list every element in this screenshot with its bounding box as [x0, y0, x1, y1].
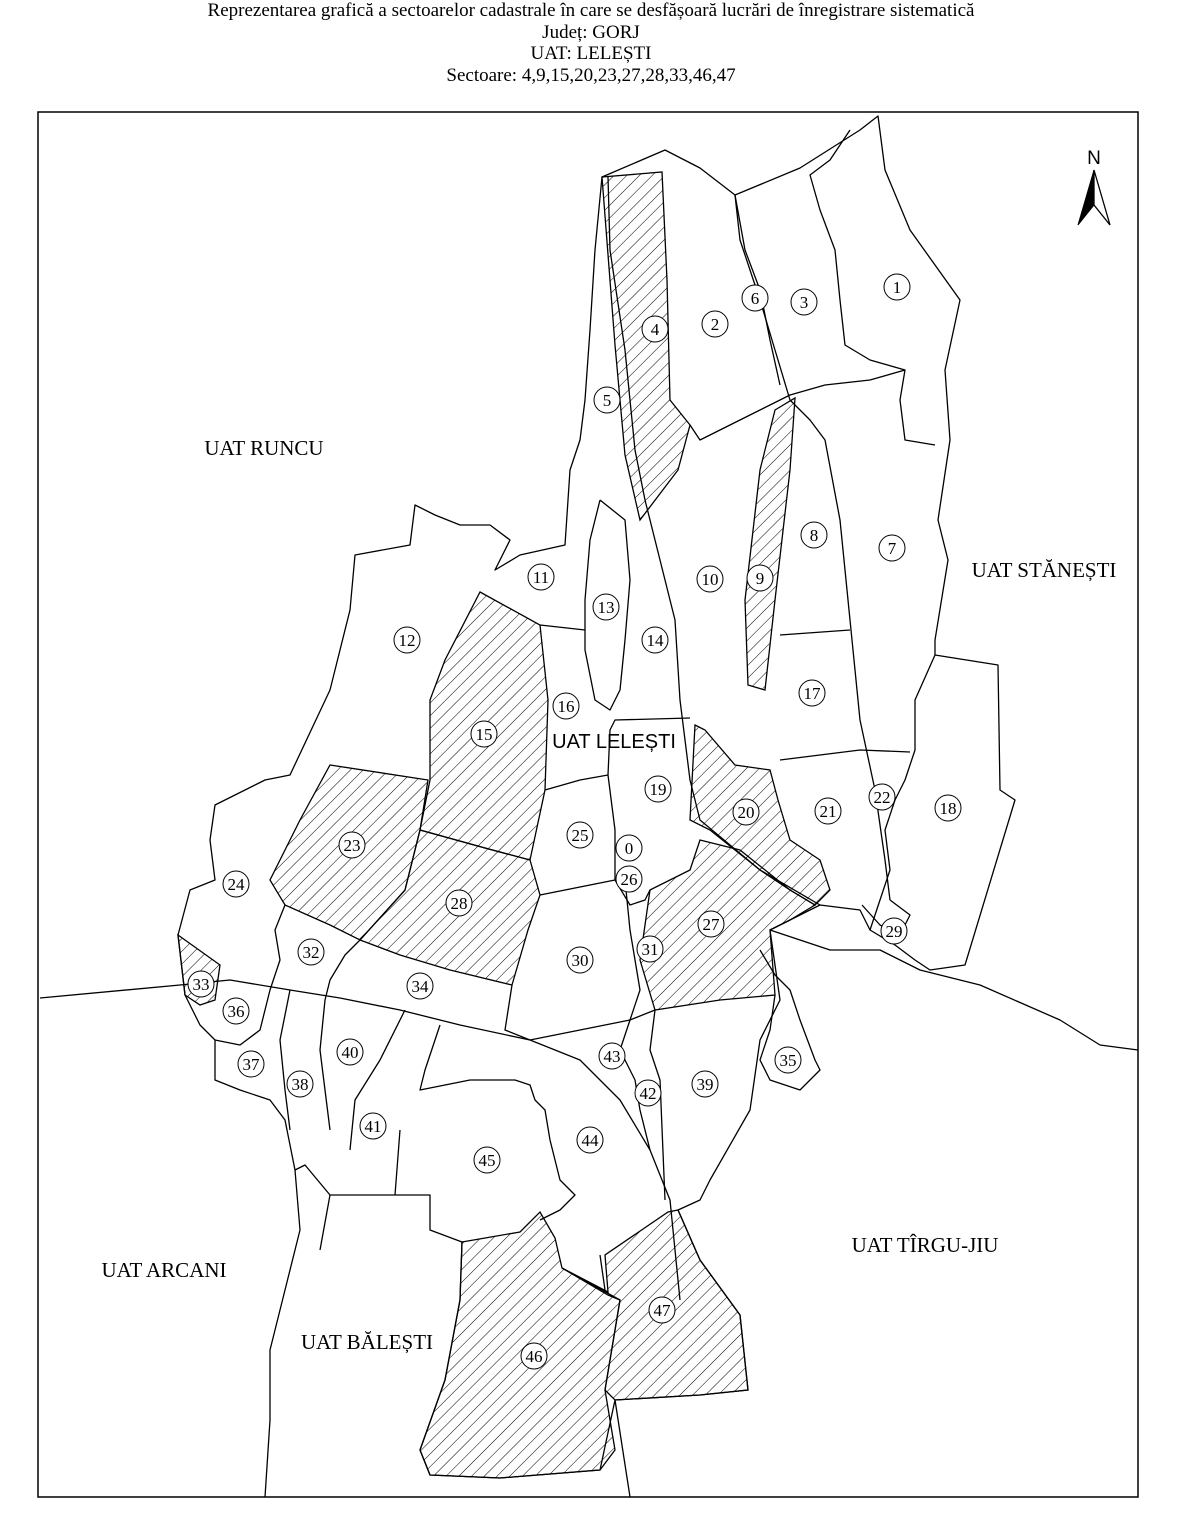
- center-uat-label: UAT LELEȘTI: [552, 731, 676, 753]
- north-arrow: [1078, 148, 1110, 225]
- sector-33: [188, 971, 214, 997]
- sector-41: [360, 1113, 386, 1139]
- sector-10: [697, 566, 723, 592]
- sector-21: [815, 798, 841, 824]
- sector-11: [528, 564, 554, 590]
- hatched-area-9: [745, 398, 795, 690]
- sector-32: [298, 939, 324, 965]
- sector-label-35: 35: [779, 1051, 797, 1070]
- sector-label-13: 13: [597, 598, 615, 617]
- boundary-s: [395, 1130, 400, 1195]
- sector-label-39: 39: [696, 1075, 714, 1094]
- sector-label-45: 45: [478, 1151, 496, 1170]
- sector-label-46: 46: [525, 1347, 543, 1366]
- sector-26: [616, 866, 642, 892]
- sector-15: [471, 721, 497, 747]
- sector-label-14: 14: [646, 631, 664, 650]
- sector-39: [692, 1071, 718, 1097]
- sector-40: [337, 1039, 363, 1065]
- sector-label-40: 40: [341, 1043, 359, 1062]
- south-line: [265, 1170, 300, 1497]
- sector-34: [407, 973, 433, 999]
- sector-35: [775, 1047, 801, 1073]
- map-title: Reprezentarea grafică a sectoarelor cadastrale în care se desfășoară lucrări de înregistrare sistematică: [207, 0, 975, 21]
- sector-label-0: 0: [624, 839, 634, 858]
- sector-25: [567, 822, 593, 848]
- sector-label-12: 12: [398, 631, 416, 650]
- sector-43: [599, 1043, 625, 1069]
- sector-label-41: 41: [364, 1117, 382, 1136]
- neighbor-uat-label-tirgu-jiu: UAT TÎRGU-JIU: [851, 1233, 999, 1257]
- sector-label-17: 17: [803, 684, 821, 703]
- boundary-h: [545, 718, 690, 790]
- sector-18: [935, 795, 961, 821]
- sector-42: [635, 1080, 661, 1106]
- sector-16: [553, 693, 579, 719]
- sector-label-36: 36: [227, 1002, 245, 1021]
- county-line: Județ: GORJ: [542, 21, 640, 43]
- boundary-o: [320, 940, 360, 1130]
- uat-line: UAT: LELEȘTI: [530, 43, 652, 64]
- north-arrow-left: [1078, 170, 1094, 225]
- sector-27: [698, 911, 724, 937]
- sector-label-31: 31: [641, 940, 659, 959]
- sector-label-8: 8: [809, 526, 819, 545]
- boundary-b: [810, 130, 935, 445]
- sector-label-44: 44: [581, 1131, 599, 1150]
- sector-label-5: 5: [602, 391, 612, 410]
- sector-label-18: 18: [939, 799, 957, 818]
- south-line-2: [320, 1195, 330, 1250]
- sector-label-6: 6: [750, 289, 760, 308]
- sector-1: [884, 274, 910, 300]
- neighbor-uat-label-balesti: UAT BĂLEȘTI: [300, 1330, 434, 1354]
- sector-label-20: 20: [737, 803, 755, 822]
- sector-label-11: 11: [532, 568, 550, 587]
- sector-22: [869, 784, 895, 810]
- sector-7: [879, 535, 905, 561]
- sector-label-47: 47: [653, 1301, 671, 1320]
- sector-label-33: 33: [192, 975, 210, 994]
- boundary-p: [280, 990, 290, 1130]
- sector-label-4: 4: [650, 320, 660, 339]
- neighbor-uat-label-stanesti: UAT STĂNEȘTI: [971, 558, 1117, 582]
- sector-label-30: 30: [571, 951, 589, 970]
- sector-label-29: 29: [885, 922, 903, 941]
- sector-label-7: 7: [887, 539, 897, 558]
- sector-0: [616, 835, 642, 861]
- hatched-area-4: [602, 172, 690, 520]
- sector-37: [238, 1051, 264, 1077]
- sector-label-26: 26: [620, 870, 638, 889]
- sector-label-19: 19: [649, 780, 667, 799]
- sector-label-24: 24: [227, 875, 245, 894]
- sector-2: [702, 311, 728, 337]
- sector-label-23: 23: [343, 836, 361, 855]
- sector-label-25: 25: [571, 826, 589, 845]
- east-road-line: [770, 930, 1138, 1050]
- sector-31: [637, 936, 663, 962]
- sector-label-21: 21: [819, 802, 837, 821]
- sector-label-2: 2: [710, 315, 720, 334]
- sector-label-32: 32: [302, 943, 320, 962]
- boundary-g: [540, 625, 585, 630]
- sector-30: [567, 947, 593, 973]
- boundary-e: [780, 750, 910, 760]
- sector-36: [223, 998, 249, 1024]
- sector-label-22: 22: [873, 788, 891, 807]
- sector-label-28: 28: [450, 894, 468, 913]
- sector-label-27: 27: [702, 915, 720, 934]
- sector-29: [881, 918, 907, 944]
- sector-44: [577, 1127, 603, 1153]
- sector-20: [733, 799, 759, 825]
- hatched-area-46: [420, 1212, 620, 1478]
- sector-24: [223, 871, 249, 897]
- sectors-line: Sectoare: 4,9,15,20,23,27,28,33,46,47: [446, 64, 736, 86]
- neighbor-uat-label-arcani: UAT ARCANI: [101, 1258, 227, 1282]
- sector-14: [642, 627, 668, 653]
- sector-12: [394, 627, 420, 653]
- sector-9: [747, 565, 773, 591]
- sector-8: [801, 522, 827, 548]
- sector-17: [799, 680, 825, 706]
- sector-6: [742, 285, 768, 311]
- north-label: N: [1087, 148, 1101, 169]
- sector-47: [649, 1297, 675, 1323]
- sector-5: [594, 387, 620, 413]
- sector-45: [474, 1147, 500, 1173]
- sector-label-1: 1: [892, 278, 902, 297]
- sector-23: [339, 832, 365, 858]
- sector-38: [287, 1071, 313, 1097]
- sector-label-34: 34: [411, 977, 429, 996]
- boundary-a: [690, 370, 905, 440]
- sector-46: [521, 1343, 547, 1369]
- sector-label-42: 42: [639, 1084, 657, 1103]
- sector-label-15: 15: [475, 725, 493, 744]
- boundary-r: [420, 1025, 575, 1220]
- sector-label-37: 37: [242, 1055, 260, 1074]
- north-arrow-right: [1094, 170, 1110, 225]
- sector-label-16: 16: [557, 697, 575, 716]
- boundary-n: [215, 905, 285, 1045]
- sector-3: [791, 289, 817, 315]
- sector-label-9: 9: [755, 569, 765, 588]
- sector-19: [645, 776, 671, 802]
- sector-4: [642, 316, 668, 342]
- boundary-d: [780, 630, 850, 635]
- sector-13: [593, 594, 619, 620]
- boundary-t: [600, 1255, 605, 1290]
- neighbor-uat-label-runcu: UAT RUNCU: [204, 436, 324, 460]
- sector-label-3: 3: [799, 293, 809, 312]
- sector-label-38: 38: [291, 1075, 309, 1094]
- sector-label-10: 10: [701, 570, 719, 589]
- sector-label-43: 43: [603, 1047, 621, 1066]
- sector-28: [446, 890, 472, 916]
